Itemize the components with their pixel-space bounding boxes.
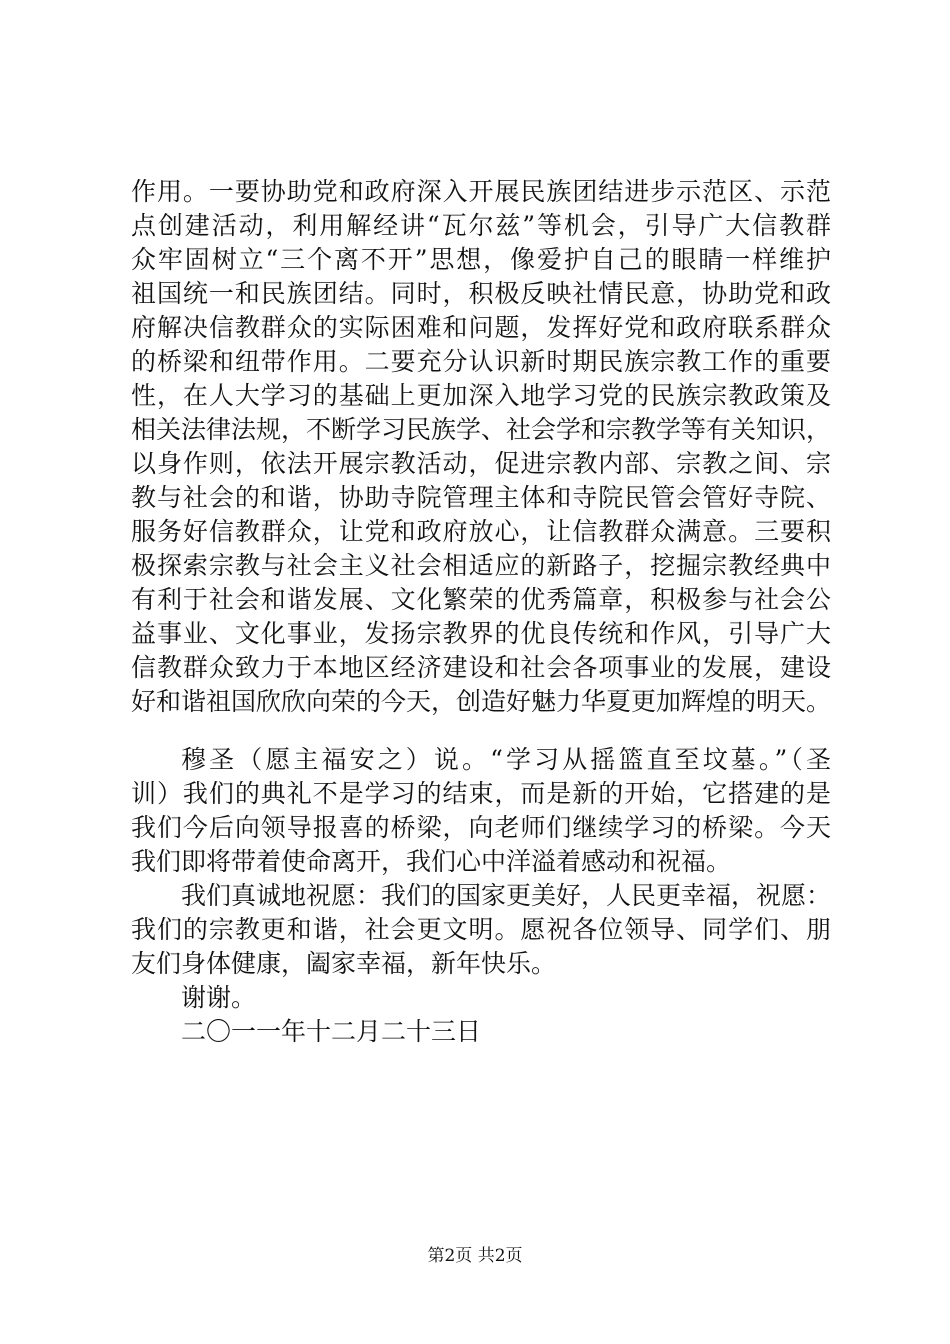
page-number-footer: 第2页 共2页 (427, 1246, 523, 1266)
text-line: 府解决信教群众的实际困难和问题，发挥好党和政府联系群众 (131, 313, 831, 342)
text-line: 极探索宗教与社会主义社会相适应的新路子，挖掘宗教经典中 (131, 551, 831, 580)
text-line: 训）我们的典礼不是学习的结束，而是新的开始，它搭建的是 (131, 779, 831, 808)
text-line: 我们即将带着使命离开，我们心中洋溢着感动和祝福。 (131, 847, 732, 876)
text-line: 相关法律法规，不断学习民族学、社会学和宗教学等有关知识， (131, 415, 832, 444)
document-date: 二〇一一年十二月二十三日 (181, 1017, 482, 1046)
text-line: 祖国统一和民族团结。同时，积极反映社情民意，协助党和政 (131, 279, 831, 308)
text-line: 我们今后向领导报喜的桥梁，向老师们继续学习的桥梁。今天 (131, 813, 831, 842)
text-line: 益事业、文化事业，发扬宗教界的优良传统和作风，引导广大 (131, 619, 831, 648)
text-line: 服务好信教群众，让党和政府放心，让信教群众满意。三要积 (131, 517, 831, 546)
text-line: 以身作则，依法开展宗教活动，促进宗教内部、宗教之间、宗 (131, 449, 831, 478)
text-line: 我们的宗教更和谐，社会更文明。愿祝各位领导、同学们、朋 (131, 915, 831, 944)
text-line: 众牢固树立“三个离不开”思想，像爱护自己的眼睛一样维护 (131, 245, 831, 274)
text-line: 点创建活动，利用解经讲“瓦尔兹”等机会，引导广大信教群 (131, 211, 831, 240)
text-line: 穆圣（愿主福安之）说。“学习从摇篮直至坟墓。”（圣 (181, 745, 831, 774)
text-line: 作用。一要协助党和政府深入开展民族团结进步示范区、示范 (131, 177, 831, 206)
text-line: 信教群众致力于本地区经济建设和社会各项事业的发展，建设 (131, 653, 831, 682)
text-line: 性，在人大学习的基础上更加深入地学习党的民族宗教政策及 (131, 381, 831, 410)
closing-thanks: 谢谢。 (181, 983, 257, 1012)
text-line: 教与社会的和谐，协助寺院管理主体和寺院民管会管好寺院、 (131, 483, 831, 512)
text-line: 我们真诚地祝愿：我们的国家更美好，人民更幸福，祝愿： (181, 881, 832, 910)
text-line: 好和谐祖国欣欣向荣的今天，创造好魅力华夏更加辉煌的明天。 (131, 687, 832, 716)
text-line: 友们身体健康，阖家幸福，新年快乐。 (131, 949, 557, 978)
text-line: 有利于社会和谐发展、文化繁荣的优秀篇章，积极参与社会公 (131, 585, 831, 614)
text-line: 的桥梁和纽带作用。二要充分认识新时期民族宗教工作的重要 (131, 347, 831, 376)
